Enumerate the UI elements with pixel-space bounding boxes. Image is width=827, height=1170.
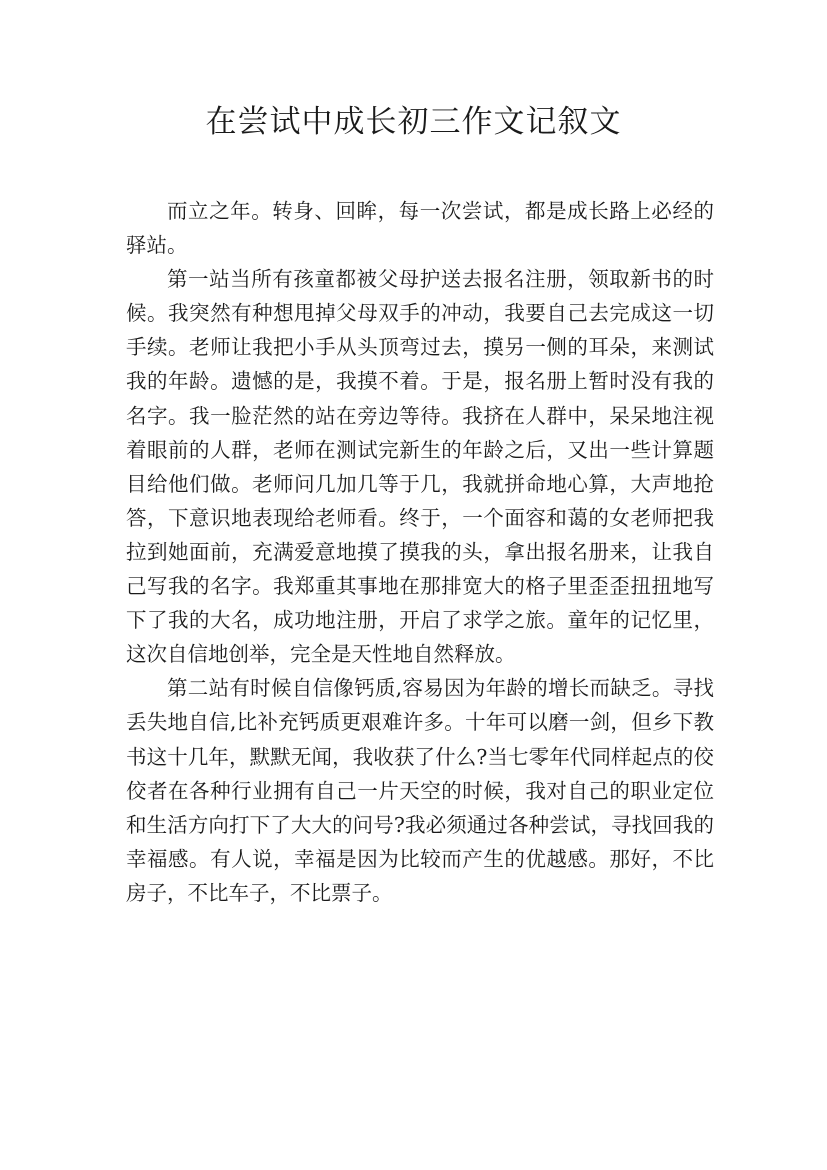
document-title: 在尝试中成长初三作文记叙文 xyxy=(205,104,622,140)
document-body xyxy=(126,194,714,910)
paragraph-first-station: 第一站当所有孩童都被父母护送去报名注册，领取新书的时候。我突然有种想甩掉父母双手的冲动，我要自己去完成这一切手续。老师让我把小手从头顶弯过去，摸另一侧的耳朵，来测试我的年龄。遗憾的是，我摸不着。于是，报名册上暂时没有我的名字。我一脸茫然的站在旁边等待。我挤在人群中，呆呆地注视着眼前的人群，老师在测试完新生的年龄之后，又出一些计算题目给他们做。老师问几加几等于几，我就拼命地心算，大声地抢答，下意识地表现给老师看。终于，一个面容和蔼的女老师把我拉到她面前，充满爱意地摸了摸我的头，拿出报名册来，让我自己写我的名字。我郑重其事地在那排宽大的格子里歪歪扭扭地写下了我的大名，成功地注册，开启了求学之旅。童年的记忆里，这次自信地创举，完全是天性地自然释放。 xyxy=(126,267,714,667)
paragraph-intro: 而立之年。转身、回眸，每一次尝试，都是成长路上必经的驿站。 xyxy=(126,199,714,258)
paragraph-second-station: 第二站有时候自信像钙质,容易因为年龄的增长而缺乏。寻找丢失地自信,比补充钙质更艰难许多。十年可以磨一剑，但乡下教书这十几年，默默无闻，我收获了什么?当七零年代同样起点的佼佼者在各种行业拥有自己一片天空的时候，我对自己的职业定位和生活方向打下了大大的问号?我必须通过各种尝试，寻找回我的幸福感。有人说，幸福是因为比较而产生的优越感。那好，不比房子，不比车子，不比票子。 xyxy=(126,676,714,905)
